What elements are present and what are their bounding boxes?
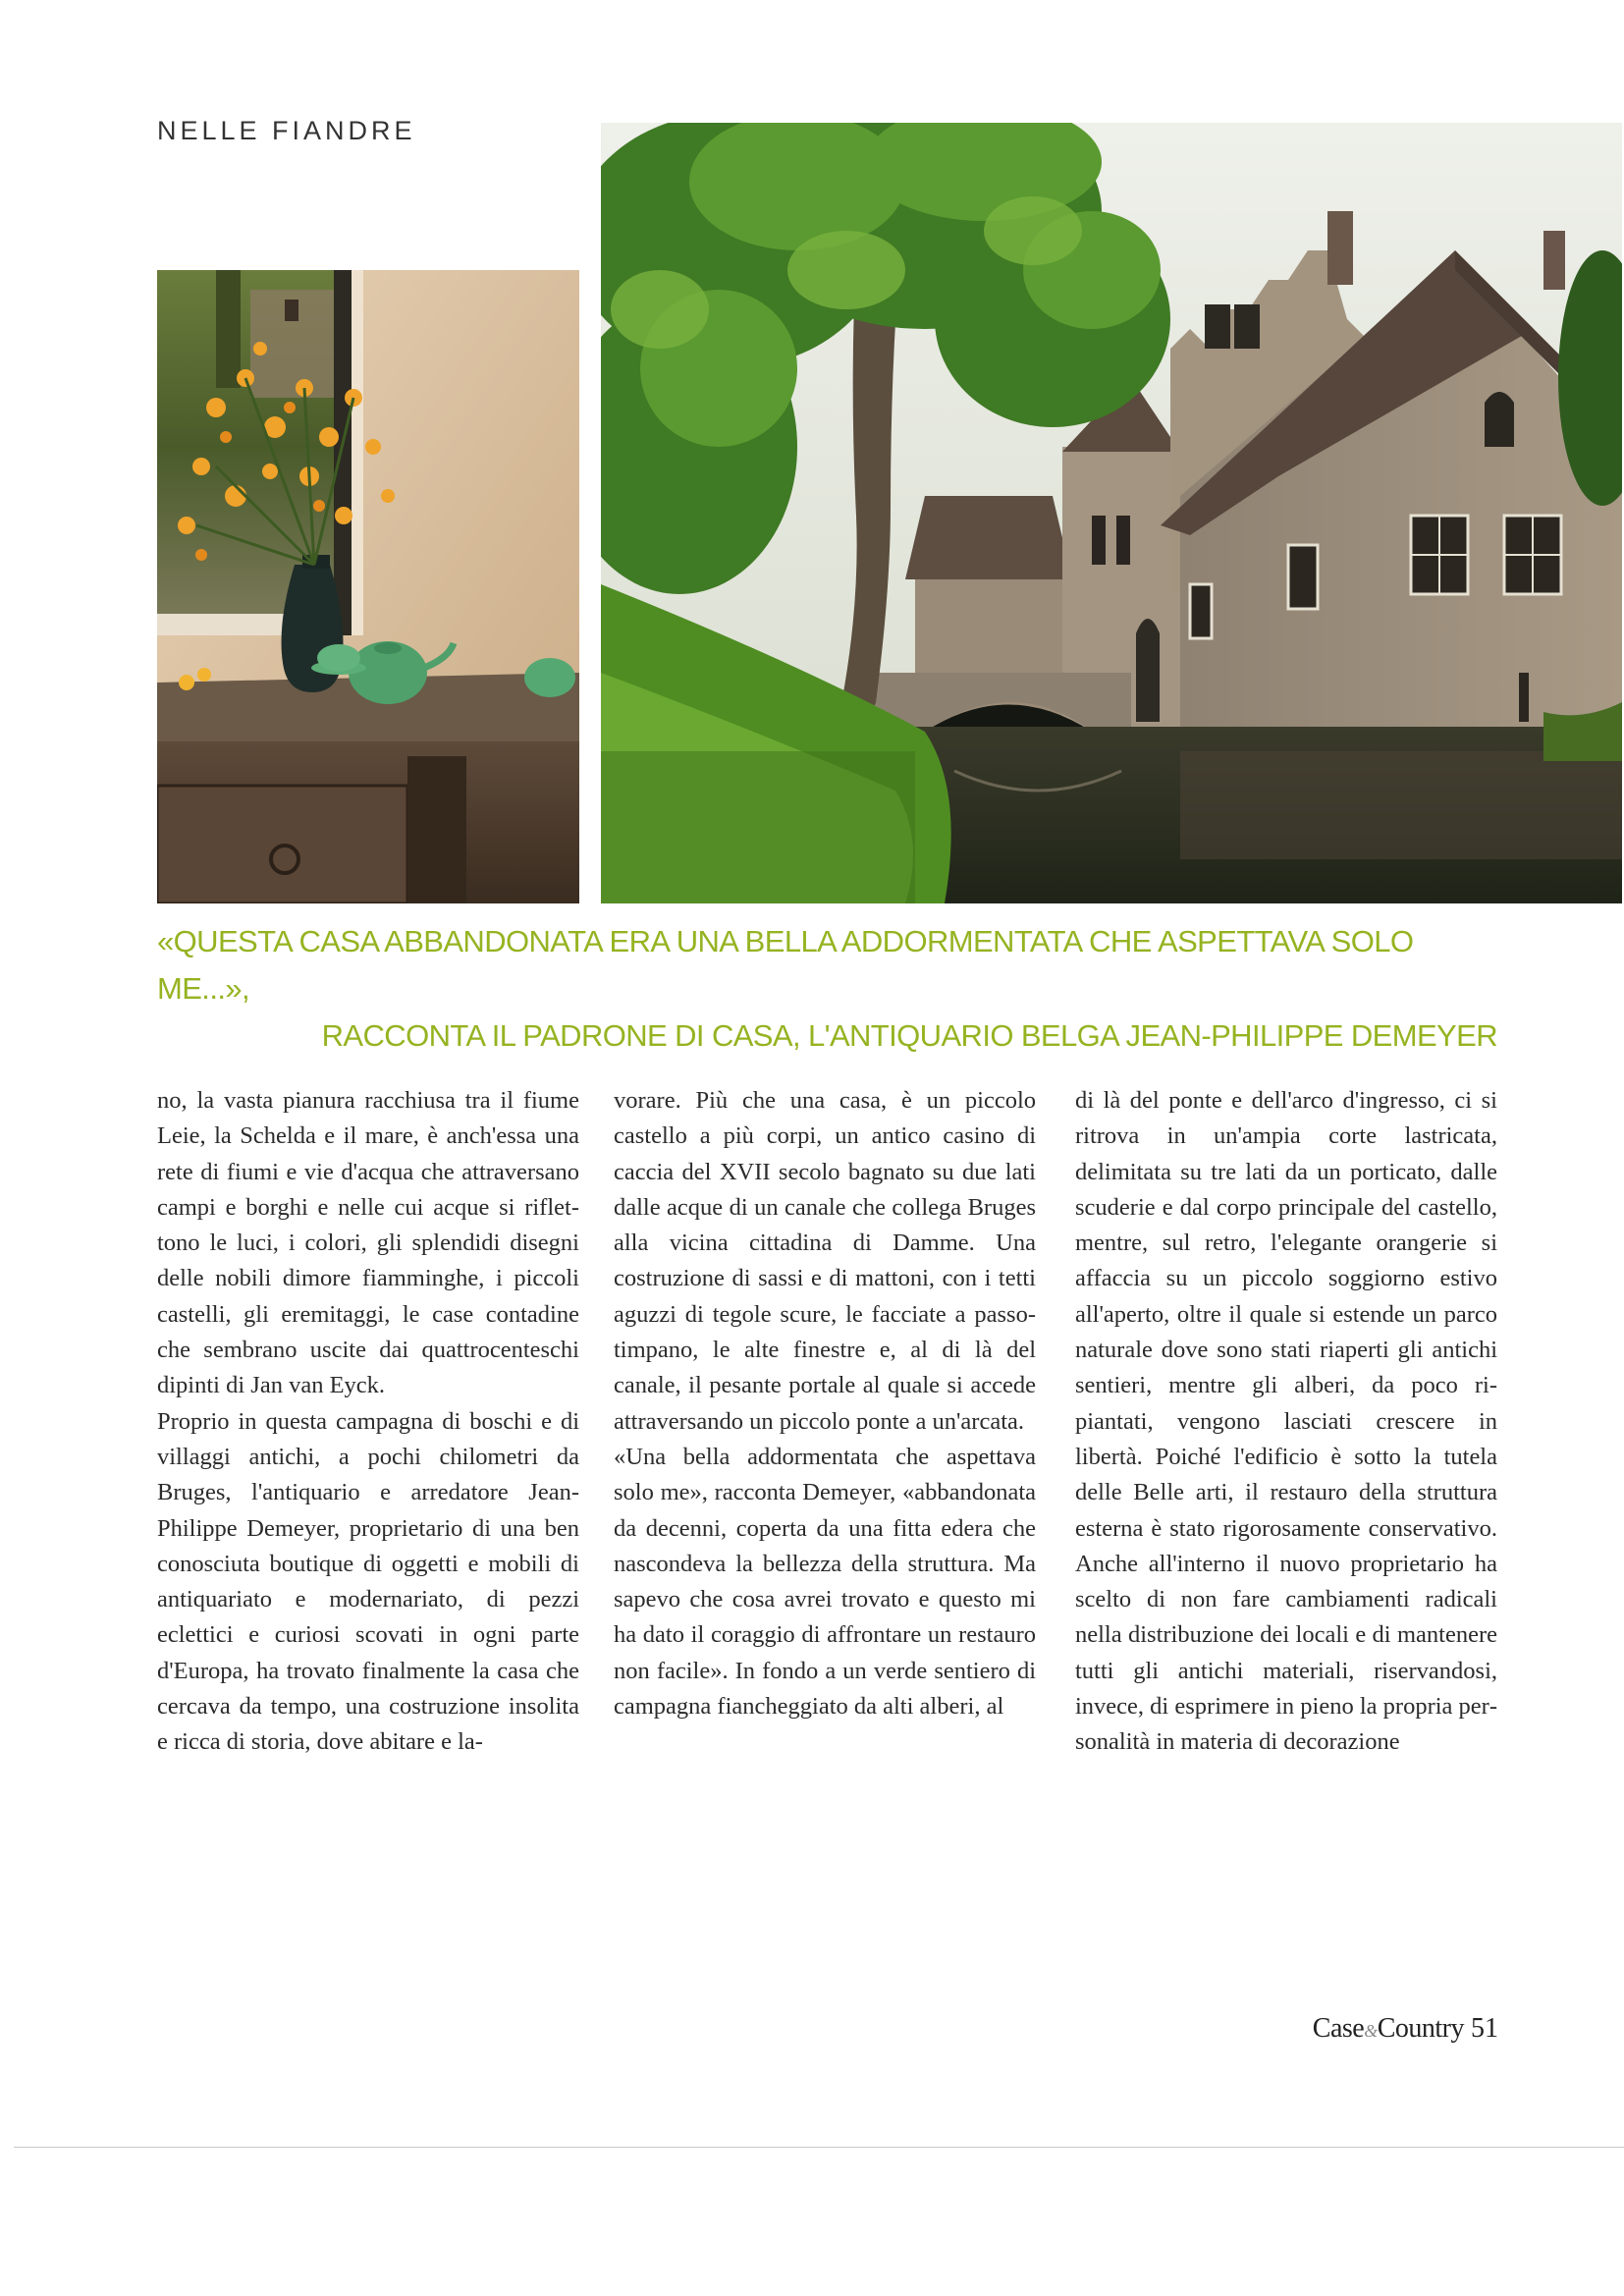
pull-quote-line-1: «QUESTA CASA ABBANDONATA ERA UNA BELLA ADDORMENTATA CHE ASPETTAVA SOLO ME...», (157, 924, 1414, 1006)
paragraph: Proprio in questa campagna di boschi e di villaggi antichi, a pochi chilometri da Bruges, l'antiquario e arredatore Jean-Philippe Demeyer, proprietario di una ben conosciuta boutique di oggetti e mobili di antiquariato e modernariato, di pezzi eclettici e curiosi scovati in ogni parte d'Europa, ha trovato finalmente la casa che cercava da tempo, una costruzione insolita e ricca di storia, dove abitare e la- (157, 1407, 579, 1756)
brand-case: Case (1312, 2013, 1365, 2044)
page-number: 51 (1471, 2013, 1498, 2044)
paragraph: vorare. Più che una casa, è un piccolo castello a più corpi, un antico casino di caccia del XVII secolo bagnato su due lati dalle acque di un canale che collega Bruges alla vicina cittadina di Damme. Una costruzione di sassi e di mattoni, con i tetti aguzzi di tegole scure, le facciate a passo-timpano, le alte finestre e, al di là del canale, il pesante portale al quale si accede attraversando un piccolo ponte a un'arcata. (614, 1087, 1036, 1435)
brand-country: Country (1377, 2013, 1464, 2044)
body-column-3 (1075, 1083, 1497, 1761)
interior-photo-illustration (157, 270, 579, 903)
paragraph: «Una bella addormentata che aspettava solo me», racconta Demeyer, «abbandonata da decenni, coperta da una fitta edera che nascondeva la bellezza della struttura. Ma sapevo che cosa avrei trovato e questo mi ha dato il coraggio di affrontare un restauro non facile». In fondo a un verde sentiero di campagna fiancheggiato da alti alberi, al (614, 1443, 1036, 1721)
page-footer (1313, 2013, 1498, 2045)
interior-still-life-photo (157, 270, 579, 903)
pull-quote (157, 918, 1497, 1060)
castle-photo-illustration (601, 123, 1622, 903)
body-column-1 (157, 1083, 579, 1761)
castle-moat-photo (601, 123, 1622, 903)
body-column-2 (614, 1083, 1036, 1724)
bottom-rule (14, 2147, 1624, 2148)
paragraph: di là del ponte e dell'arco d'ingresso, ci si ritrova in un'ampia corte lastricata, delimitata su tre lati da un porticato, dalle scuderie e dal corpo principale del castello, mentre, sul retro, l'elegante orangerie si affaccia su un piccolo soggiorno estivo all'aperto, oltre il quale si estende un parco naturale dove sono stati riaperti gli antichi sentieri, mentre gli alberi, da poco ripiantati, vengono lasciati crescere in libertà. Poiché l'edificio è sotto la tutela delle Belle arti, il restauro della struttura esterna è stato rigorosamente conservativo. Anche all'interno il nuovo proprietario ha scelto di non fare cambiamenti radicali nella distribuzione dei locali e di mantenere tutti gli antichi materiali, riservandosi, invece, di esprimere in pieno la propria personalità in materia di decorazione (1075, 1087, 1497, 1756)
brand-ampersand: & (1364, 2021, 1378, 2041)
section-label: NELLE FIANDRE (157, 116, 416, 145)
pull-quote-line-2: RACCONTA IL PADRONE DI CASA, L'ANTIQUARIO BELGA JEAN-PHILIPPE DEMEYER (321, 1018, 1497, 1053)
paragraph: no, la vasta pianura racchiusa tra il fiume Leie, la Schelda e il mare, è anch'essa una rete di fiumi e vie d'acqua che attraversano campi e borghi e nelle cui acque si riflettono le luci, i colori, gli splendidi disegni delle nobili dimore fiamminghe, i piccoli castelli, gli eremitaggi, le case contadine che sembrano uscite dai quattrocenteschi dipinti di Jan van Eyck. (157, 1087, 579, 1399)
magazine-brand (1313, 2013, 1464, 2044)
